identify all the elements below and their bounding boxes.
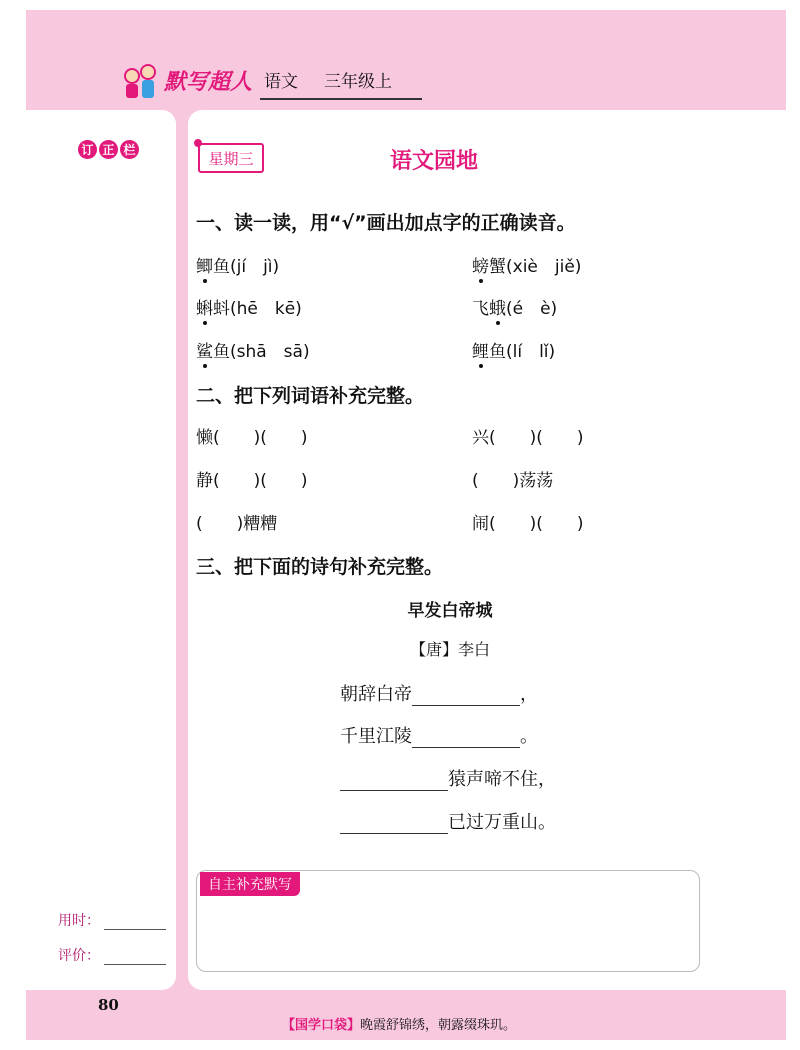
- pinyin-options: 蚪(hē kē): [213, 299, 302, 319]
- poem-blank[interactable]: [340, 814, 448, 834]
- subject-grade: [260, 66, 422, 100]
- pinyin-item[interactable]: [472, 252, 581, 277]
- poem-blank[interactable]: [412, 686, 520, 706]
- pinyin-options: (é è): [506, 299, 558, 319]
- eval-label: 评价：: [58, 948, 100, 964]
- mascot-logo-icon: [120, 62, 160, 100]
- word-fill-item[interactable]: 懒( )( ): [196, 428, 308, 448]
- correction-badge: [78, 140, 139, 159]
- subject-label: 语文: [264, 72, 299, 92]
- poem-blank[interactable]: [412, 728, 520, 748]
- pinyin-options: 蟹(xiè jiě): [489, 257, 582, 277]
- poem-text: 猿声啼不住，: [448, 769, 556, 790]
- poem-text: 朝辞白帝: [340, 684, 412, 705]
- self-writing-label: 自主补充默写: [200, 872, 300, 896]
- poem-title: 早发白帝城: [407, 601, 493, 621]
- poem-line-1[interactable]: [340, 680, 538, 706]
- section2-heading: 二、把下列词语补充完整。: [196, 385, 425, 407]
- word-fill-item[interactable]: ( )糟糟: [196, 514, 278, 534]
- word-fill-item[interactable]: 静( )( ): [196, 471, 308, 491]
- correction-char: 订: [78, 140, 97, 159]
- pinyin-item[interactable]: [196, 294, 302, 319]
- correction-char: 栏: [120, 140, 139, 159]
- correction-char: 正: [99, 140, 118, 159]
- correction-column: [26, 110, 176, 990]
- page-title: 语文园地: [390, 149, 479, 174]
- dotted-char: 蛾: [489, 294, 506, 319]
- poem-punct: ，: [520, 684, 538, 705]
- dotted-char: 鲤: [472, 337, 489, 362]
- dotted-char: 鲫: [196, 252, 213, 277]
- pinyin-item[interactable]: [196, 337, 310, 362]
- poem-text: 已过万重山。: [448, 812, 556, 833]
- poem-text: 千里江陵: [340, 726, 412, 747]
- pinyin-item[interactable]: [196, 252, 279, 277]
- dotted-char: 螃: [472, 252, 489, 277]
- pinyin-item[interactable]: [472, 337, 555, 362]
- poem-author: 【唐】李白: [409, 640, 490, 659]
- pinyin-options: 鱼(shā sā): [213, 342, 310, 362]
- eval-field[interactable]: [58, 945, 166, 965]
- poem-blank[interactable]: [340, 771, 448, 791]
- time-field[interactable]: [58, 910, 166, 930]
- eval-blank[interactable]: [104, 951, 166, 965]
- section1-heading: 一、读一读，用“√”画出加点字的正确读音。: [196, 212, 576, 234]
- footer-tag: 【国学口袋】: [282, 1018, 361, 1033]
- pinyin-options: 鱼(lí lǐ): [489, 342, 556, 362]
- poem-line-4[interactable]: [340, 808, 556, 834]
- dotted-char: 鲨: [196, 337, 213, 362]
- page-number: 80: [98, 996, 119, 1014]
- footer-quote: [282, 1014, 516, 1033]
- plain-char: 飞: [472, 299, 489, 319]
- time-blank[interactable]: [104, 916, 166, 930]
- poem-line-3[interactable]: [340, 765, 556, 791]
- header: [120, 60, 422, 100]
- grade-label: 三年级上: [324, 72, 393, 92]
- time-label: 用时：: [58, 913, 100, 929]
- main-panel: [188, 110, 786, 990]
- section3-heading: 三、把下面的诗句补充完整。: [196, 556, 444, 578]
- word-fill-item[interactable]: 闹( )( ): [472, 514, 584, 534]
- poem-punct: 。: [520, 726, 538, 747]
- footer-text: 晚霞舒锦绣，朝露缀珠玑。: [360, 1018, 517, 1033]
- poem-line-2[interactable]: [340, 722, 538, 748]
- word-fill-item[interactable]: ( )荡荡: [472, 471, 554, 491]
- dotted-char: 蝌: [196, 294, 213, 319]
- pinyin-item[interactable]: [472, 294, 557, 319]
- pinyin-options: 鱼(jí jì): [213, 257, 280, 277]
- brand-name: 默写超人: [164, 70, 253, 95]
- day-tag: 星期三: [198, 143, 264, 173]
- word-fill-item[interactable]: 兴( )( ): [472, 428, 584, 448]
